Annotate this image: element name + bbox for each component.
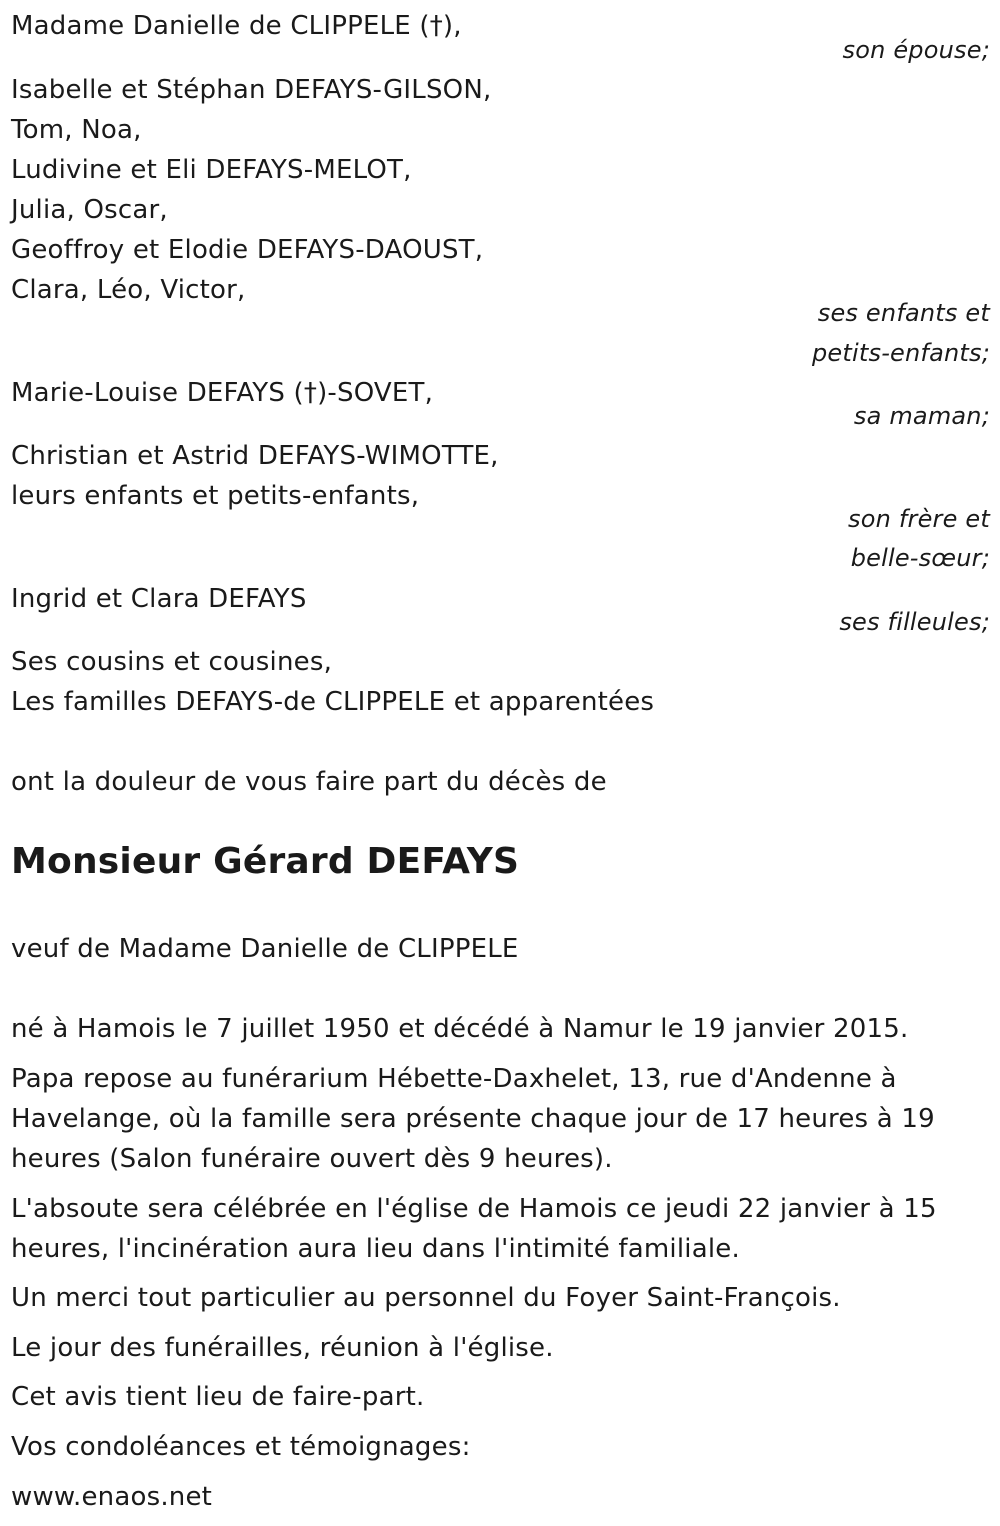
repose-line: Papa repose au funérarium Hébette-Daxhelet, 13, rue d'Andenne à [11, 1064, 897, 1094]
sibling-line: leurs enfants et petits-enfants, [11, 481, 420, 511]
repose-line: Havelange, où la famille sera présente chaque jour de 17 heures à 19 [11, 1104, 935, 1134]
children-relation: ses enfants et [817, 299, 990, 327]
deceased-name: Monsieur Gérard DEFAYS [11, 841, 520, 882]
children-relation: petits-enfants; [812, 339, 990, 367]
birth-death-text: né à Hamois le 7 juillet 1950 et décédé à Namur le 19 janvier 2015. [11, 1014, 909, 1044]
gathering-text: Le jour des funérailles, réunion à l'église. [11, 1333, 554, 1363]
repose-line: heures (Salon funéraire ouvert dès 9 heures). [11, 1144, 613, 1174]
child-line: Clara, Léo, Victor, [11, 275, 246, 305]
spouse-relation: son épouse; [842, 36, 990, 64]
other-family-line: Les familles DEFAYS-de CLIPPELE et apparentées [11, 687, 655, 717]
siblings-relation: son frère et [848, 505, 990, 533]
godchildren-relation: ses filleules; [839, 608, 990, 636]
thanks-text: Un merci tout particulier au personnel du Foyer Saint-François. [11, 1283, 841, 1313]
widower-text: veuf de Madame Danielle de CLIPPELE [11, 934, 519, 964]
child-line: Julia, Oscar, [11, 195, 168, 225]
mother-relation: sa maman; [853, 402, 990, 430]
condolences-text: Vos condoléances et témoignages: [11, 1432, 471, 1462]
godchildren-name: Ingrid et Clara DEFAYS [11, 584, 307, 614]
child-line: Geoffroy et Elodie DEFAYS-DAOUST, [11, 235, 484, 265]
mother-name: Marie-Louise DEFAYS (†)-SOVET, [11, 378, 434, 408]
website-link[interactable]: www.enaos.net [11, 1482, 213, 1512]
announcement-text: ont la douleur de vous faire part du décès de [11, 767, 607, 797]
spouse-name: Madame Danielle de CLIPPELE (†), [11, 11, 462, 41]
other-family-line: Ses cousins et cousines, [11, 647, 333, 677]
child-line: Ludivine et Eli DEFAYS-MELOT, [11, 155, 412, 185]
siblings-relation: belle-sœur; [850, 544, 990, 572]
ceremony-line: heures, l'incinération aura lieu dans l'intimité familiale. [11, 1234, 740, 1264]
sibling-line: Christian et Astrid DEFAYS-WIMOTTE, [11, 441, 499, 471]
child-line: Tom, Noa, [11, 115, 142, 145]
notice-text: Cet avis tient lieu de faire-part. [11, 1382, 425, 1412]
child-line: Isabelle et Stéphan DEFAYS-GILSON, [11, 75, 492, 105]
ceremony-line: L'absoute sera célébrée en l'église de Hamois ce jeudi 22 janvier à 15 [11, 1194, 937, 1224]
